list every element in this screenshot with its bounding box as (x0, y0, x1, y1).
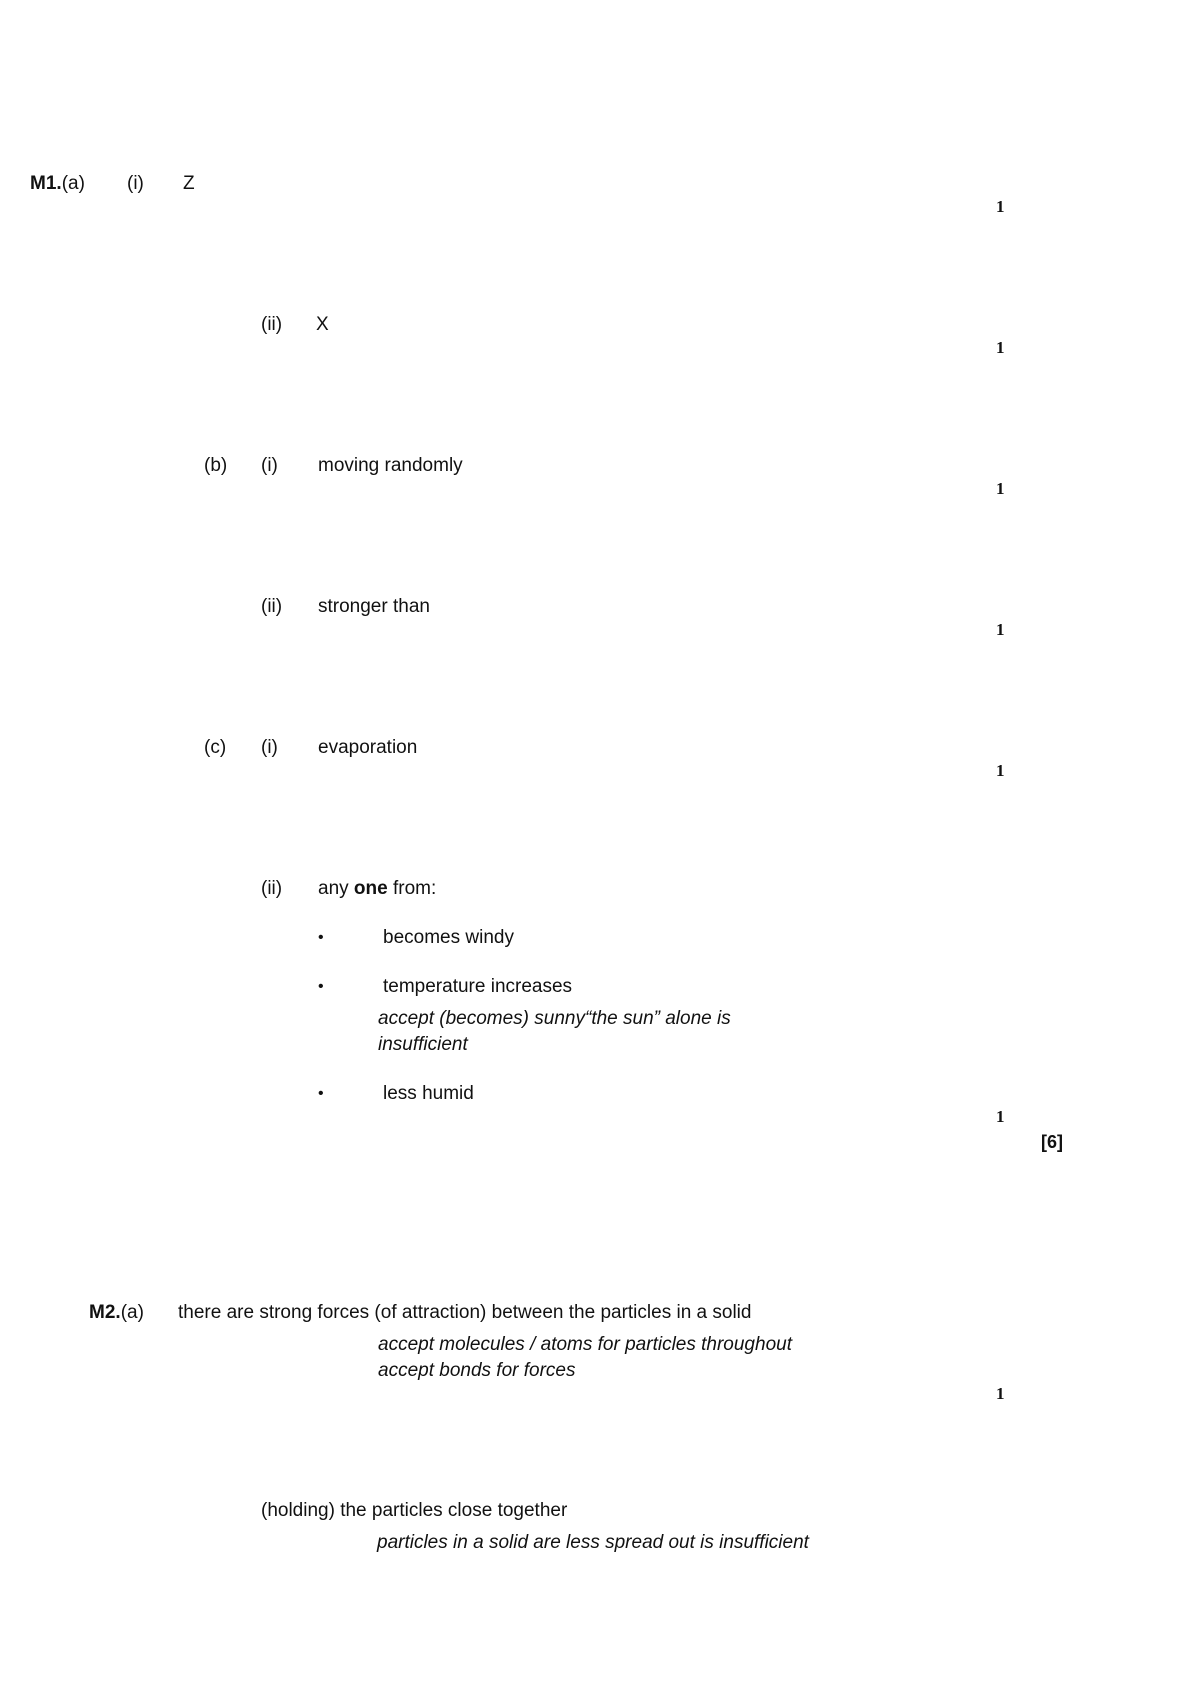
mark-b-i: 1 (996, 479, 1005, 498)
subpart-b-ii-label: (ii) (261, 596, 283, 617)
marking-note: accept (becomes) sunny“the sun” alone is (378, 1008, 731, 1029)
intro-one: one (353, 878, 388, 899)
part-a-label: (a) (61, 173, 85, 194)
part-c-label: (c) (204, 737, 227, 758)
marking-note: accept molecules / atoms for particles throughout (378, 1334, 792, 1355)
question-total: [6] (1041, 1132, 1063, 1152)
marking-note: insufficient (378, 1034, 468, 1055)
marking-note: accept bonds for forces (378, 1360, 576, 1381)
subpart-c-ii-label: (ii) (261, 878, 283, 899)
subpart-a-i-label: (i) (127, 173, 144, 194)
subpart-b-i-label: (i) (261, 455, 278, 476)
mark-c-i: 1 (996, 761, 1005, 780)
answer-c-ii-intro (318, 878, 436, 900)
answer-b-i: moving randomly (318, 455, 463, 476)
part-a-label: (a) (120, 1302, 144, 1323)
mark-b-ii: 1 (996, 620, 1005, 639)
bullet-item: becomes windy (383, 927, 514, 948)
bullet-icon: • (318, 978, 324, 995)
question-m2-label: M2. (89, 1302, 121, 1323)
mark-c-ii: 1 (996, 1107, 1005, 1126)
mark-a-i: 1 (996, 197, 1005, 216)
bullet-item: less humid (383, 1083, 474, 1104)
mark-m2-a: 1 (996, 1384, 1005, 1403)
answer-a-i: Z (183, 173, 195, 194)
answer-m2-a: there are strong forces (of attraction) between the particles in a solid (178, 1302, 752, 1323)
subpart-a-ii-label: (ii) (261, 314, 283, 335)
part-b-label: (b) (204, 455, 228, 476)
mark-a-ii: 1 (996, 338, 1005, 357)
bullet-item: temperature increases (383, 976, 573, 997)
bullet-icon: • (318, 929, 324, 946)
subpart-c-i-label: (i) (261, 737, 278, 758)
question-m1-label: M1. (30, 173, 62, 194)
intro-any: any (318, 878, 349, 899)
answer-b-ii: stronger than (318, 596, 430, 617)
question-m2-heading (89, 1302, 144, 1324)
question-m1-heading (30, 173, 85, 195)
answer-c-i: evaporation (318, 737, 418, 758)
marking-note: particles in a solid are less spread out is insufficient (377, 1532, 809, 1553)
answer-m2-a-2: (holding) the particles close together (261, 1500, 568, 1521)
bullet-icon: • (318, 1085, 324, 1102)
intro-from: from: (392, 878, 437, 899)
answer-a-ii: X (316, 314, 329, 335)
